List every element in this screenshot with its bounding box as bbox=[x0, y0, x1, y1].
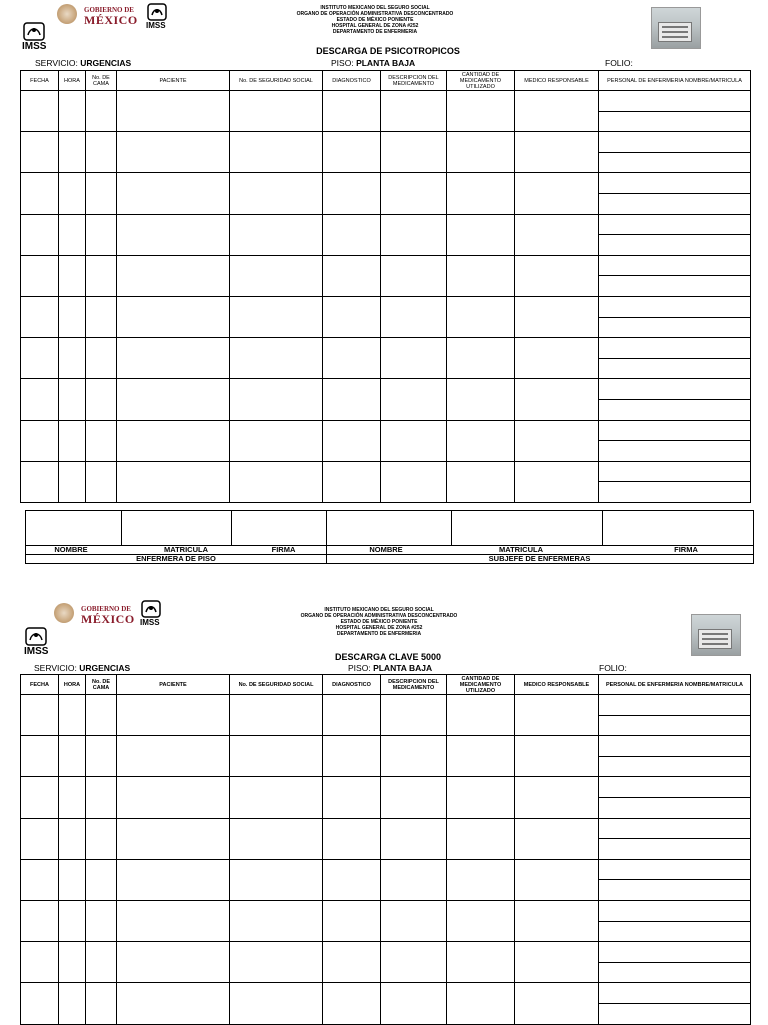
table-cell[interactable] bbox=[515, 818, 599, 859]
nurse-cell[interactable] bbox=[599, 797, 751, 818]
column-header: No. DE SEGURIDAD SOCIAL bbox=[230, 71, 323, 91]
form2-servicio: SERVICIO: URGENCIAS bbox=[34, 663, 131, 673]
table-cell[interactable] bbox=[323, 900, 381, 941]
column-header: DIAGNOSTICO bbox=[323, 71, 381, 91]
imss-label: IMSS bbox=[22, 41, 47, 52]
table-cell[interactable] bbox=[381, 818, 447, 859]
table-cell[interactable] bbox=[21, 461, 59, 502]
sig-matricula-1: MATRICULA bbox=[163, 545, 209, 554]
table-row bbox=[21, 461, 751, 482]
institution-header-2 bbox=[244, 607, 514, 637]
table-row bbox=[21, 296, 751, 317]
table-cell[interactable] bbox=[381, 91, 447, 132]
table-row bbox=[21, 255, 751, 276]
table-cell[interactable] bbox=[117, 736, 230, 777]
sig-enfermera-piso: ENFERMERA DE PISO bbox=[136, 554, 216, 563]
institution-line: ESTADO DE MÉXICO PONIENTE bbox=[336, 17, 414, 23]
table-cell[interactable] bbox=[86, 132, 117, 173]
institution-line: ORGANO DE OPERACIÓN ADMINISTRATIVA DESCONCENTRADO bbox=[300, 613, 458, 619]
form1-servicio: SERVICIO: URGENCIAS bbox=[35, 58, 132, 68]
form1-table bbox=[20, 70, 751, 503]
nurse-cell[interactable] bbox=[599, 859, 751, 880]
institution-line: DEPARTAMENTO DE ENFERMERIA bbox=[336, 631, 422, 637]
nurse-cell[interactable] bbox=[599, 962, 751, 983]
table-cell[interactable] bbox=[59, 338, 86, 379]
table-cell[interactable] bbox=[323, 379, 381, 420]
table-cell[interactable] bbox=[21, 420, 59, 461]
table-cell[interactable] bbox=[117, 818, 230, 859]
column-header: FECHA bbox=[21, 71, 59, 91]
piso-value: PLANTA BAJA bbox=[373, 663, 433, 673]
table-cell[interactable] bbox=[381, 900, 447, 941]
table-cell[interactable] bbox=[381, 338, 447, 379]
column-header: PACIENTE bbox=[117, 675, 230, 695]
table-cell[interactable] bbox=[117, 777, 230, 818]
table-cell[interactable] bbox=[381, 736, 447, 777]
mexico-seal-icon bbox=[54, 603, 74, 623]
table-cell[interactable] bbox=[447, 296, 515, 337]
table-cell[interactable] bbox=[515, 983, 599, 1024]
table-cell[interactable] bbox=[21, 338, 59, 379]
table-cell[interactable] bbox=[447, 214, 515, 255]
table-cell[interactable] bbox=[230, 379, 323, 420]
table-cell[interactable] bbox=[230, 942, 323, 983]
table-cell[interactable] bbox=[86, 900, 117, 941]
nurse-cell[interactable] bbox=[599, 482, 751, 503]
sig-nombre-1: NOMBRE bbox=[54, 545, 88, 554]
nurse-cell[interactable] bbox=[599, 695, 751, 716]
piso-value: PLANTA BAJA bbox=[356, 58, 416, 68]
table-cell[interactable] bbox=[323, 461, 381, 502]
table-cell[interactable] bbox=[86, 736, 117, 777]
table-cell[interactable] bbox=[59, 214, 86, 255]
table-cell[interactable] bbox=[447, 942, 515, 983]
table-cell[interactable] bbox=[117, 983, 230, 1024]
table-cell[interactable] bbox=[21, 942, 59, 983]
form2-folio: FOLIO: bbox=[599, 663, 627, 673]
table-cell[interactable] bbox=[230, 900, 323, 941]
table-cell[interactable] bbox=[86, 296, 117, 337]
table-cell[interactable] bbox=[515, 255, 599, 296]
table-cell[interactable] bbox=[323, 296, 381, 337]
table-cell[interactable] bbox=[117, 132, 230, 173]
column-header: HORA bbox=[59, 675, 86, 695]
table-cell[interactable] bbox=[515, 900, 599, 941]
table-cell[interactable] bbox=[86, 983, 117, 1024]
nurse-cell[interactable] bbox=[599, 173, 751, 194]
table-cell[interactable] bbox=[117, 942, 230, 983]
table-cell[interactable] bbox=[21, 736, 59, 777]
form1-title: DESCARGA DE PSICOTROPICOS bbox=[316, 46, 460, 56]
table-cell[interactable] bbox=[323, 942, 381, 983]
imss-label: IMSS bbox=[140, 618, 160, 627]
table-cell[interactable] bbox=[86, 379, 117, 420]
table-row bbox=[21, 859, 751, 880]
nurse-cell[interactable] bbox=[599, 921, 751, 942]
gobierno-line2: MÉXICO bbox=[81, 612, 135, 626]
nurse-cell[interactable] bbox=[599, 338, 751, 359]
nurse-cell[interactable] bbox=[599, 818, 751, 839]
table-cell[interactable] bbox=[59, 255, 86, 296]
nurse-cell[interactable] bbox=[599, 317, 751, 338]
table-cell[interactable] bbox=[323, 255, 381, 296]
column-header: DESCRIPCION DEL MEDICAMENTO bbox=[381, 675, 447, 695]
table-cell[interactable] bbox=[447, 173, 515, 214]
table-cell[interactable] bbox=[447, 91, 515, 132]
table-cell[interactable] bbox=[515, 173, 599, 214]
table-cell[interactable] bbox=[447, 255, 515, 296]
imss-logo-icon bbox=[146, 3, 168, 31]
nurse-cell[interactable] bbox=[599, 900, 751, 921]
table-cell[interactable] bbox=[381, 420, 447, 461]
table-cell[interactable] bbox=[230, 983, 323, 1024]
table-cell[interactable] bbox=[86, 420, 117, 461]
table-cell[interactable] bbox=[59, 91, 86, 132]
institution-line: ESTADO DE MÉXICO PONIENTE bbox=[340, 619, 418, 625]
table-cell[interactable] bbox=[117, 420, 230, 461]
institution-header bbox=[240, 5, 510, 35]
nurse-cell[interactable] bbox=[599, 91, 751, 112]
nurse-cell[interactable] bbox=[599, 942, 751, 963]
table-cell[interactable] bbox=[447, 777, 515, 818]
imss-logo-icon bbox=[140, 600, 162, 628]
table-cell[interactable] bbox=[21, 173, 59, 214]
table-cell[interactable] bbox=[381, 859, 447, 900]
table-row bbox=[21, 942, 751, 963]
table-cell[interactable] bbox=[323, 173, 381, 214]
table-cell[interactable] bbox=[21, 983, 59, 1024]
table-cell[interactable] bbox=[59, 296, 86, 337]
table-cell[interactable] bbox=[323, 818, 381, 859]
table-cell[interactable] bbox=[59, 818, 86, 859]
table-cell[interactable] bbox=[59, 379, 86, 420]
column-header: DESCRIPCION DEL MEDICAMENTO bbox=[381, 71, 447, 91]
table-cell[interactable] bbox=[230, 173, 323, 214]
nurse-cell[interactable] bbox=[599, 193, 751, 214]
nurse-cell[interactable] bbox=[599, 880, 751, 901]
mexico-seal-icon bbox=[57, 4, 77, 24]
table-cell[interactable] bbox=[117, 900, 230, 941]
table-cell[interactable] bbox=[59, 983, 86, 1024]
table-cell[interactable] bbox=[381, 296, 447, 337]
column-header: MEDICO RESPONSABLE bbox=[515, 71, 599, 91]
nurse-cell[interactable] bbox=[599, 461, 751, 482]
table-cell[interactable] bbox=[21, 777, 59, 818]
hospital-photo bbox=[651, 7, 701, 49]
table-cell[interactable] bbox=[230, 255, 323, 296]
table-row bbox=[21, 91, 751, 112]
table-cell[interactable] bbox=[323, 338, 381, 379]
table-cell[interactable] bbox=[86, 338, 117, 379]
table-cell[interactable] bbox=[447, 338, 515, 379]
table-cell[interactable] bbox=[86, 818, 117, 859]
table-cell[interactable] bbox=[86, 777, 117, 818]
institution-line: DEPARTAMENTO DE ENFERMERIA bbox=[332, 29, 418, 35]
gobierno-line1: GOBIERNO DE bbox=[84, 6, 134, 14]
table-cell[interactable] bbox=[21, 132, 59, 173]
table-cell[interactable] bbox=[21, 379, 59, 420]
servicio-value: URGENCIAS bbox=[80, 58, 132, 68]
table-cell[interactable] bbox=[447, 983, 515, 1024]
table-cell[interactable] bbox=[21, 695, 59, 736]
table-cell[interactable] bbox=[86, 173, 117, 214]
table-cell[interactable] bbox=[21, 900, 59, 941]
form1-folio: FOLIO: bbox=[605, 58, 633, 68]
nurse-cell[interactable] bbox=[599, 399, 751, 420]
institution-line: INSTITUTO MEXICANO DEL SEGURO SOCIAL bbox=[320, 5, 430, 11]
table-cell[interactable] bbox=[515, 420, 599, 461]
table-cell[interactable] bbox=[381, 983, 447, 1024]
table-cell[interactable] bbox=[381, 777, 447, 818]
sig-firma-2: FIRMA bbox=[674, 545, 698, 554]
table-cell[interactable] bbox=[59, 461, 86, 502]
nurse-cell[interactable] bbox=[599, 777, 751, 798]
gobierno-line2: MÉXICO bbox=[84, 13, 138, 27]
column-header: CANTIDAD DE MEDICAMENTO UTILIZADO bbox=[447, 71, 515, 91]
table-cell[interactable] bbox=[59, 173, 86, 214]
column-header: PERSONAL DE ENFERMERIA NOMBRE/MATRICULA bbox=[599, 675, 751, 695]
table-cell[interactable] bbox=[381, 214, 447, 255]
table-cell[interactable] bbox=[117, 379, 230, 420]
form2-title: DESCARGA CLAVE 5000 bbox=[334, 652, 442, 662]
table-cell[interactable] bbox=[21, 255, 59, 296]
nurse-cell[interactable] bbox=[599, 839, 751, 860]
imss-label: IMSS bbox=[24, 646, 49, 657]
nurse-cell[interactable] bbox=[599, 983, 751, 1004]
table-cell[interactable] bbox=[515, 777, 599, 818]
table-cell[interactable] bbox=[59, 942, 86, 983]
table-cell[interactable] bbox=[59, 132, 86, 173]
table-cell[interactable] bbox=[230, 296, 323, 337]
table-cell[interactable] bbox=[86, 214, 117, 255]
table-cell[interactable] bbox=[230, 214, 323, 255]
table-row bbox=[21, 132, 751, 153]
sig-firma-1: FIRMA bbox=[271, 545, 296, 554]
table-cell[interactable] bbox=[117, 461, 230, 502]
institution-line: HOSPITAL GENERAL DE ZONA #252 bbox=[331, 23, 419, 29]
column-header: HORA bbox=[59, 71, 86, 91]
nurse-cell[interactable] bbox=[599, 358, 751, 379]
table-cell[interactable] bbox=[21, 91, 59, 132]
column-header: No. DE SEGURIDAD SOCIAL bbox=[230, 675, 323, 695]
table-row bbox=[21, 338, 751, 359]
table-cell[interactable] bbox=[447, 379, 515, 420]
nurse-cell[interactable] bbox=[599, 296, 751, 317]
table-cell[interactable] bbox=[515, 214, 599, 255]
table-cell[interactable] bbox=[230, 777, 323, 818]
table-cell[interactable] bbox=[323, 859, 381, 900]
table-cell[interactable] bbox=[323, 214, 381, 255]
table-cell[interactable] bbox=[59, 420, 86, 461]
nurse-cell[interactable] bbox=[599, 132, 751, 153]
table-row bbox=[21, 214, 751, 235]
table-cell[interactable] bbox=[515, 338, 599, 379]
table-cell[interactable] bbox=[323, 91, 381, 132]
nurse-cell[interactable] bbox=[599, 214, 751, 235]
imss-logo-icon-left bbox=[22, 22, 46, 52]
table-cell[interactable] bbox=[86, 91, 117, 132]
table-cell[interactable] bbox=[381, 255, 447, 296]
table-cell[interactable] bbox=[230, 91, 323, 132]
table-cell[interactable] bbox=[117, 255, 230, 296]
table-cell[interactable] bbox=[117, 91, 230, 132]
table-cell[interactable] bbox=[323, 777, 381, 818]
table-cell[interactable] bbox=[447, 420, 515, 461]
table-cell[interactable] bbox=[59, 695, 86, 736]
table-row bbox=[21, 173, 751, 194]
table-cell[interactable] bbox=[447, 900, 515, 941]
table-cell[interactable] bbox=[323, 695, 381, 736]
table-cell[interactable] bbox=[381, 942, 447, 983]
institution-line: ORGANO DE OPERACIÓN ADMINISTRATIVA DESCONCENTRADO bbox=[296, 11, 454, 17]
table-cell[interactable] bbox=[323, 132, 381, 173]
table-cell[interactable] bbox=[59, 900, 86, 941]
column-header: No. DE CAMA bbox=[86, 71, 117, 91]
table-row bbox=[21, 818, 751, 839]
table-cell[interactable] bbox=[515, 132, 599, 173]
table-cell[interactable] bbox=[230, 736, 323, 777]
table-cell[interactable] bbox=[323, 420, 381, 461]
table-row bbox=[21, 695, 751, 716]
table-row bbox=[21, 900, 751, 921]
institution-line: INSTITUTO MEXICANO DEL SEGURO SOCIAL bbox=[324, 607, 434, 613]
table-cell[interactable] bbox=[86, 942, 117, 983]
table-cell[interactable] bbox=[230, 695, 323, 736]
table-cell[interactable] bbox=[117, 296, 230, 337]
nurse-cell[interactable] bbox=[599, 255, 751, 276]
sig-subjefe: SUBJEFE DE ENFERMERAS bbox=[488, 554, 591, 563]
table-cell[interactable] bbox=[323, 736, 381, 777]
table-cell[interactable] bbox=[515, 461, 599, 502]
table-cell[interactable] bbox=[447, 695, 515, 736]
table-cell[interactable] bbox=[117, 214, 230, 255]
nurse-cell[interactable] bbox=[599, 756, 751, 777]
table-cell[interactable] bbox=[230, 859, 323, 900]
table-cell[interactable] bbox=[447, 859, 515, 900]
table-cell[interactable] bbox=[117, 338, 230, 379]
nurse-cell[interactable] bbox=[599, 441, 751, 462]
table-cell[interactable] bbox=[59, 777, 86, 818]
table-cell[interactable] bbox=[230, 461, 323, 502]
column-header: FECHA bbox=[21, 675, 59, 695]
form1-piso: PISO: PLANTA BAJA bbox=[331, 58, 416, 68]
nurse-cell[interactable] bbox=[599, 379, 751, 400]
table-cell[interactable] bbox=[21, 214, 59, 255]
table-cell[interactable] bbox=[323, 983, 381, 1024]
nurse-cell[interactable] bbox=[599, 715, 751, 736]
table-cell[interactable] bbox=[86, 461, 117, 502]
column-header: PACIENTE bbox=[117, 71, 230, 91]
table-cell[interactable] bbox=[230, 132, 323, 173]
table-cell[interactable] bbox=[381, 379, 447, 420]
column-header: DIAGNOSTICO bbox=[323, 675, 381, 695]
imss-logo-icon-left bbox=[24, 627, 48, 657]
nurse-cell[interactable] bbox=[599, 420, 751, 441]
nurse-cell[interactable] bbox=[599, 1003, 751, 1024]
table-cell[interactable] bbox=[21, 296, 59, 337]
table-cell[interactable] bbox=[515, 736, 599, 777]
table-cell[interactable] bbox=[515, 296, 599, 337]
table-cell[interactable] bbox=[21, 859, 59, 900]
table-cell[interactable] bbox=[381, 132, 447, 173]
table-cell[interactable] bbox=[86, 859, 117, 900]
sig-matricula-2: MATRICULA bbox=[498, 545, 544, 554]
table-cell[interactable] bbox=[381, 461, 447, 502]
table-cell[interactable] bbox=[447, 818, 515, 859]
table-cell[interactable] bbox=[86, 695, 117, 736]
column-header: No. DE CAMA bbox=[86, 675, 117, 695]
table-cell[interactable] bbox=[59, 859, 86, 900]
table-cell[interactable] bbox=[381, 173, 447, 214]
table-row bbox=[21, 777, 751, 798]
form2-piso: PISO: PLANTA BAJA bbox=[348, 663, 433, 673]
gobierno-line1: GOBIERNO DE bbox=[81, 605, 131, 613]
nurse-cell[interactable] bbox=[599, 152, 751, 173]
table-cell[interactable] bbox=[515, 91, 599, 132]
table-cell[interactable] bbox=[230, 818, 323, 859]
table-row bbox=[21, 420, 751, 441]
table-row bbox=[21, 379, 751, 400]
table-cell[interactable] bbox=[230, 420, 323, 461]
table-cell[interactable] bbox=[515, 859, 599, 900]
hospital-photo bbox=[691, 614, 741, 656]
nurse-cell[interactable] bbox=[599, 736, 751, 757]
nurse-cell[interactable] bbox=[599, 235, 751, 256]
signature-block bbox=[25, 510, 754, 564]
table-cell[interactable] bbox=[230, 338, 323, 379]
sig-nombre-2: NOMBRE bbox=[369, 545, 403, 554]
form2-table bbox=[20, 674, 751, 1025]
imss-label: IMSS bbox=[146, 21, 166, 30]
table-cell[interactable] bbox=[447, 461, 515, 502]
table-row bbox=[21, 983, 751, 1004]
column-header: CANTIDAD DE MEDICAMENTO UTILIZADO bbox=[447, 675, 515, 695]
table-cell[interactable] bbox=[515, 695, 599, 736]
table-cell[interactable] bbox=[515, 942, 599, 983]
table-cell[interactable] bbox=[117, 173, 230, 214]
institution-line: HOSPITAL GENERAL DE ZONA #252 bbox=[335, 625, 423, 631]
servicio-value: URGENCIAS bbox=[79, 663, 131, 673]
table-cell[interactable] bbox=[515, 379, 599, 420]
table-cell[interactable] bbox=[59, 736, 86, 777]
column-header: MEDICO RESPONSABLE bbox=[515, 675, 599, 695]
table-cell[interactable] bbox=[447, 132, 515, 173]
table-row bbox=[21, 736, 751, 757]
table-cell[interactable] bbox=[86, 255, 117, 296]
table-cell[interactable] bbox=[117, 695, 230, 736]
nurse-cell[interactable] bbox=[599, 111, 751, 132]
nurse-cell[interactable] bbox=[599, 276, 751, 297]
column-header: PERSONAL DE ENFERMERIA NOMBRE/MATRICULA bbox=[599, 71, 751, 91]
table-cell[interactable] bbox=[117, 859, 230, 900]
table-cell[interactable] bbox=[21, 818, 59, 859]
table-cell[interactable] bbox=[447, 736, 515, 777]
table-cell[interactable] bbox=[381, 695, 447, 736]
